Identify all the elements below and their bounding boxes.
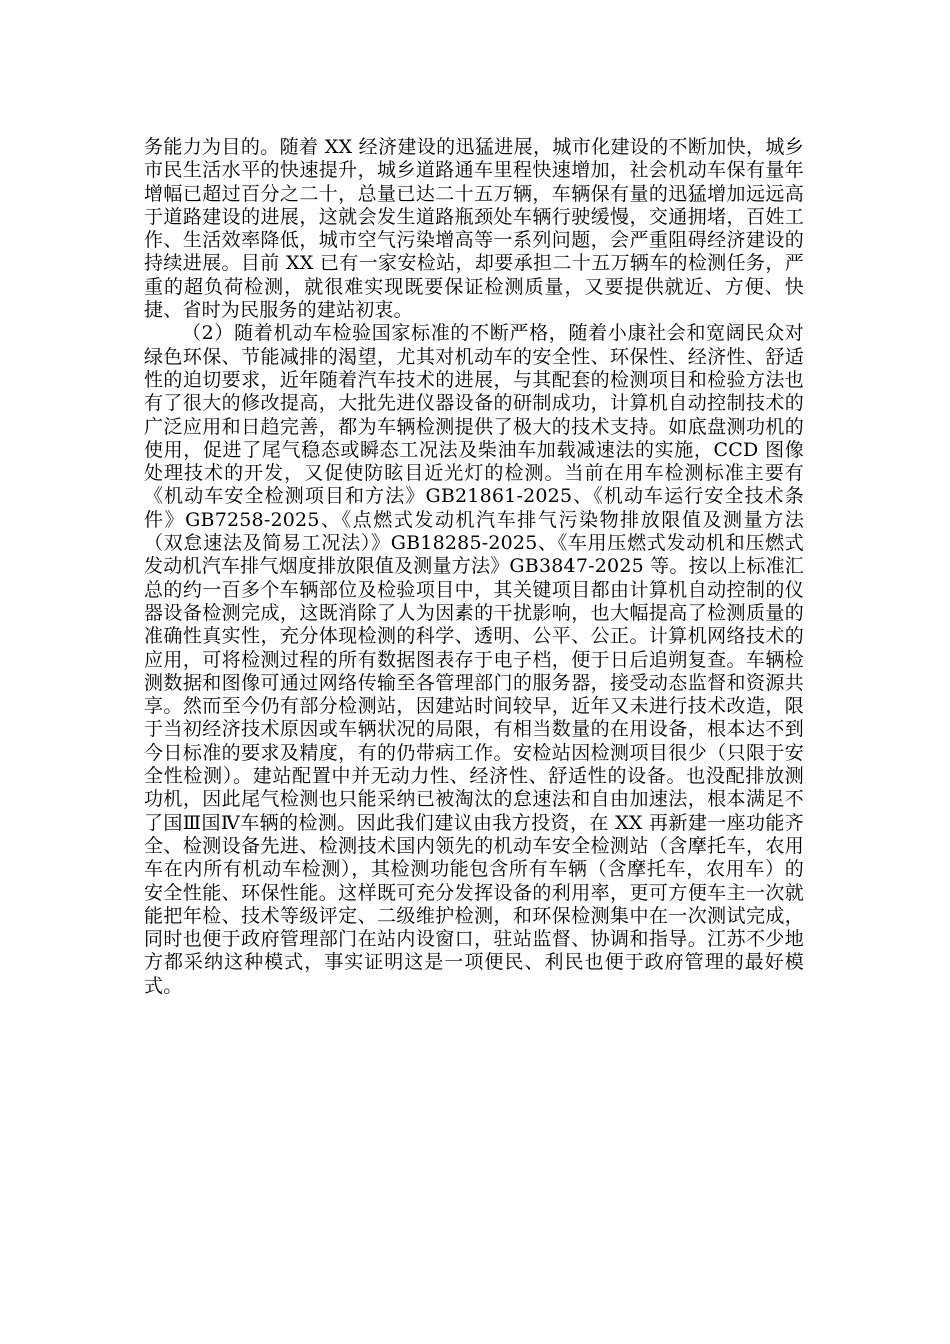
document-body	[144, 136, 804, 998]
paragraph-continuation: 务能力为目的。随着 XX 经济建设的迅猛进展，城市化建设的不断加快，城乡市民生活水平的快速提升，城乡道路通车里程快速增加，社会机动车保有量年增幅已超过百分之二十，总量已达二十五万辆，车辆保有量的迅猛增加远远高于道路建设的进展，这就会发生道路瓶颈处车辆行驶缓慢，交通拥堵，百姓工作、生活效率降低，城市空气污染增高等一系列问题，会严重阻碍经济建设的持续进展。目前 XX 已有一家安检站，却要承担二十五万辆车的检测任务，严重的超负荷检测，就很难实现既要保证检测质量，又要提供就近、方便、快捷、省时为民服务的建站初衷。	[144, 136, 804, 322]
paragraph-2: （2）随着机动车检验国家标准的不断严格，随着小康社会和宽阔民众对绿色环保、节能减排的渴望，尤其对机动车的安全性、环保性、经济性、舒适性的迫切要求，近年随着汽车技术的进展，与其配套的检测项目和检验方法也有了很大的修改提高，大批先进仪器设备的研制成功，计算机自动控制技术的广泛应用和日趋完善，都为车辆检测提供了极大的技术支持。如底盘测功机的使用，促进了尾气稳态或瞬态工况法及柴油车加载减速法的实施，CCD 图像处理技术的开发，又促使防眩目近光灯的检测。当前在用车检测标准主要有《机动车安全检测项目和方法》GB21861-2025、《机动车运行安全技术条件》GB7258-2025、《点燃式发动机汽车排气污染物排放限值及测量方法（双怠速法及简易工况法）》GB18285-2025、《车用压燃式发动机和压燃式发动机汽车排气烟度排放限值及测量方法》GB3847-2025 等。按以上标准汇总的约一百多个车辆部位及检验项目中，其关键项目都由计算机自动控制的仪器设备检测完成，这既消除了人为因素的干扰影响，也大幅提高了检测质量的准确性真实性，充分体现检测的科学、透明、公平、公正。计算机网络技术的应用，可将检测过程的所有数据图表存于电子档，便于日后追朔复查。车辆检测数据和图像可通过网络传输至各管理部门的服务器，接受动态监督和资源共享。然而至今仍有部分检测站，因建站时间较早，近年又未进行技术改造，限于当初经济技术原因或车辆状况的局限，有相当数量的在用设备，根本达不到今日标准的要求及精度，有的仍带病工作。安检站因检测项目很少（只限于安全性检测）。建站配置中并无动力性、经济性、舒适性的设备。也没配排放测功机，因此尾气检测也只能采纳已被淘汰的怠速法和自由加速法，根本满足不了国Ⅲ国Ⅳ车辆的检测。因此我们建议由我方投资，在 XX 再新建一座功能齐全、检测设备先进、检测技术国内领先的机动车安全检测站（含摩托车，农用车在内所有机动车检测），其检测功能包含所有车辆（含摩托车，农用车）的安全性能、环保性能。这样既可充分发挥设备的利用率，更可方便车主一次就能把年检、技术等级评定、二级维护检测，和环保检测集中在一次测试完成，同时也便于政府管理部门在站内设窗口，驻站监督、协调和指导。江苏不少地方都采纳这种模式，事实证明这是一项便民、利民也便于政府管理的最好模式。	[144, 322, 804, 997]
